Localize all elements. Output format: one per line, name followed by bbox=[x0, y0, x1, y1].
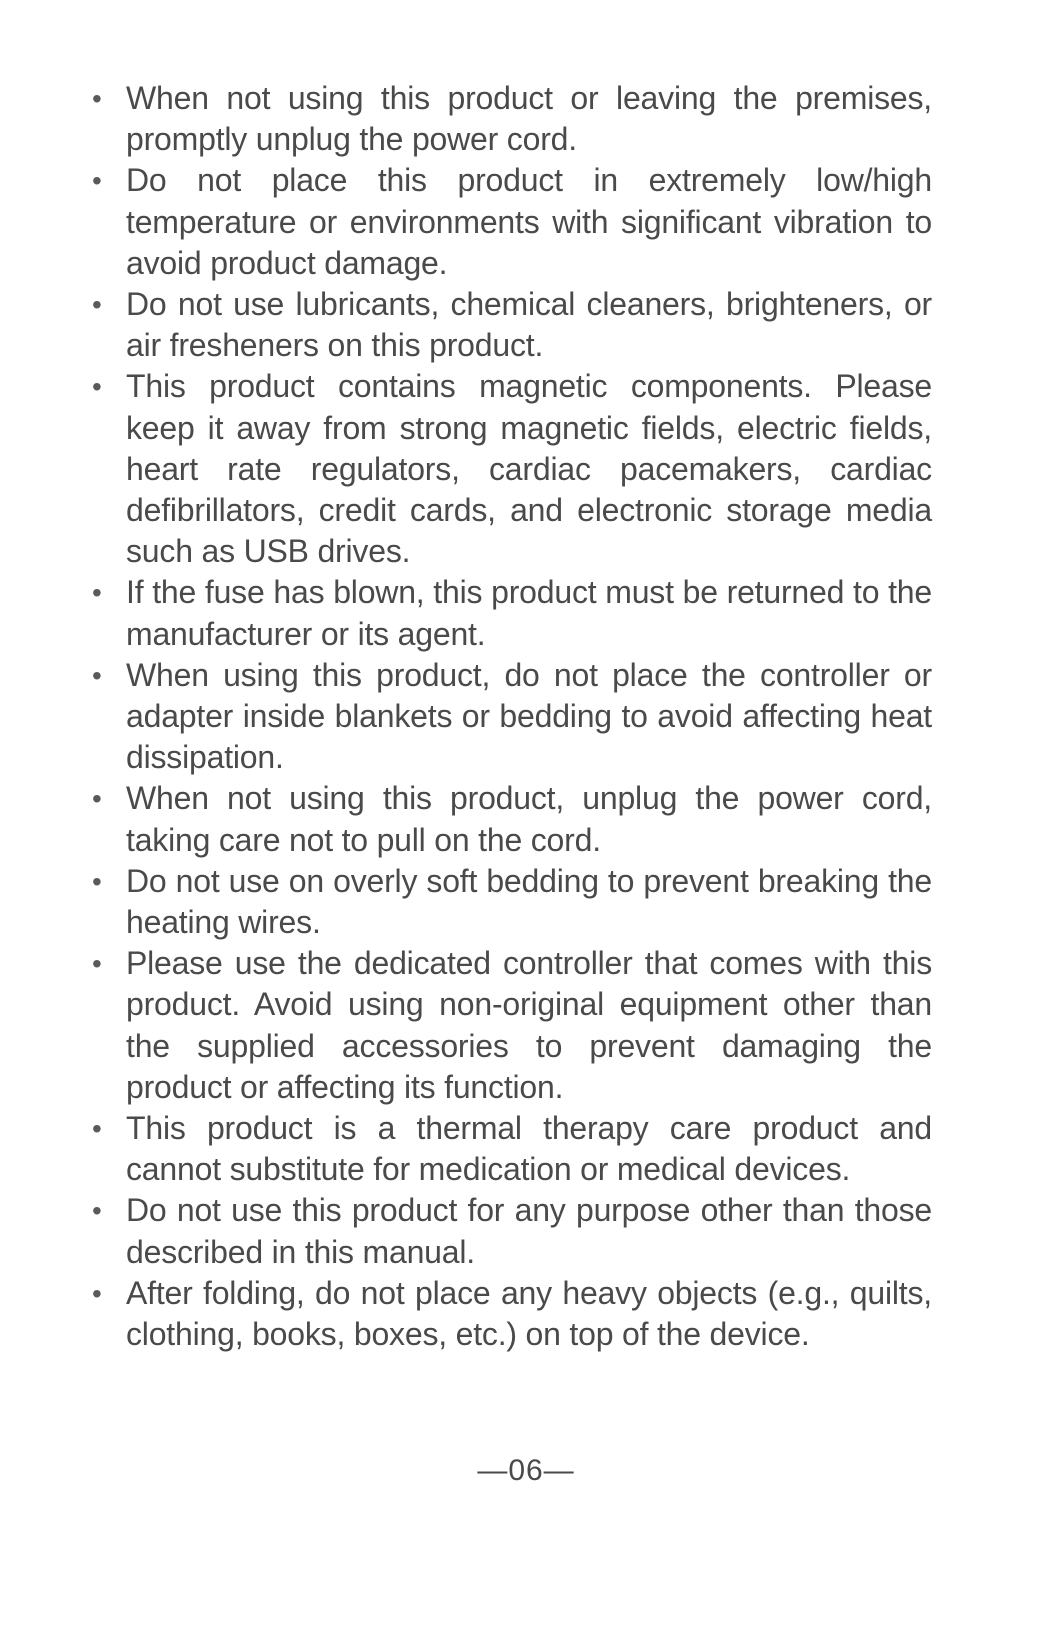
list-item-text: Please use the dedicated controller that comes with this product. Avoid using non-original equipment other than the supplied accessories to prevent damaging the product or affecting its function. bbox=[126, 945, 932, 1105]
list-item-text: When not using this product or leaving the premises, promptly unplug the power cord. bbox=[126, 80, 932, 158]
list-item-text: If the fuse has blown, this product must be returned to the manufacturer or its agent. bbox=[126, 574, 932, 652]
list-item-text: This product contains magnetic components. Please keep it away from strong magnetic fields, electric fields, heart rate regulators, cardiac pacemakers, cardiac defibrillators, credit cards, and electronic storage media such as USB drives. bbox=[126, 368, 932, 570]
bullet-icon: • bbox=[92, 948, 102, 980]
bullet-icon: • bbox=[92, 1113, 102, 1145]
bullet-icon: • bbox=[92, 865, 102, 897]
list-item-text: When not using this product, unplug the power cord, taking care not to pull on the cord. bbox=[126, 780, 932, 858]
bullet-icon: • bbox=[92, 659, 102, 691]
list-item bbox=[92, 572, 932, 654]
list-item bbox=[92, 943, 932, 1108]
bullet-icon: • bbox=[92, 1277, 102, 1309]
list-item bbox=[92, 1273, 932, 1355]
bullet-icon: • bbox=[92, 1195, 102, 1227]
bullet-icon: • bbox=[92, 165, 102, 197]
bullet-icon: • bbox=[92, 83, 102, 114]
safety-instructions-list bbox=[92, 78, 932, 1355]
list-item-text: Do not place this product in extremely low/high temperature or environments with significant vibration to avoid product damage. bbox=[126, 162, 932, 281]
list-item-text: Do not use this product for any purpose other than those described in this manual. bbox=[126, 1192, 932, 1270]
list-item bbox=[92, 655, 932, 779]
list-item-text: When using this product, do not place the controller or adapter inside blankets or bedding to avoid affecting heat dissipation. bbox=[126, 656, 932, 776]
list-item-text: Do not use lubricants, chemical cleaners, brighteners, or air fresheners on this product. bbox=[126, 286, 932, 364]
list-item bbox=[92, 78, 932, 160]
list-item-text: After folding, do not place any heavy objects (e.g., quilts, clothing, books, boxes, etc.) on top of the device. bbox=[126, 1274, 932, 1353]
list-item-text: This product is a thermal therapy care product and cannot substitute for medication or medical devices. bbox=[126, 1110, 932, 1188]
bullet-icon: • bbox=[92, 371, 102, 403]
page-number: —06— bbox=[477, 1454, 575, 1487]
list-item-text: Do not use on overly soft bedding to prevent breaking the heating wires. bbox=[126, 862, 932, 941]
list-item bbox=[92, 861, 932, 943]
bullet-icon: • bbox=[92, 577, 102, 609]
list-item bbox=[92, 160, 932, 284]
list-item bbox=[92, 1108, 932, 1190]
bullet-icon: • bbox=[92, 289, 102, 321]
list-item bbox=[92, 366, 932, 572]
list-item bbox=[92, 778, 932, 860]
list-item bbox=[92, 284, 932, 366]
list-item bbox=[92, 1190, 932, 1272]
bullet-icon: • bbox=[92, 783, 102, 815]
